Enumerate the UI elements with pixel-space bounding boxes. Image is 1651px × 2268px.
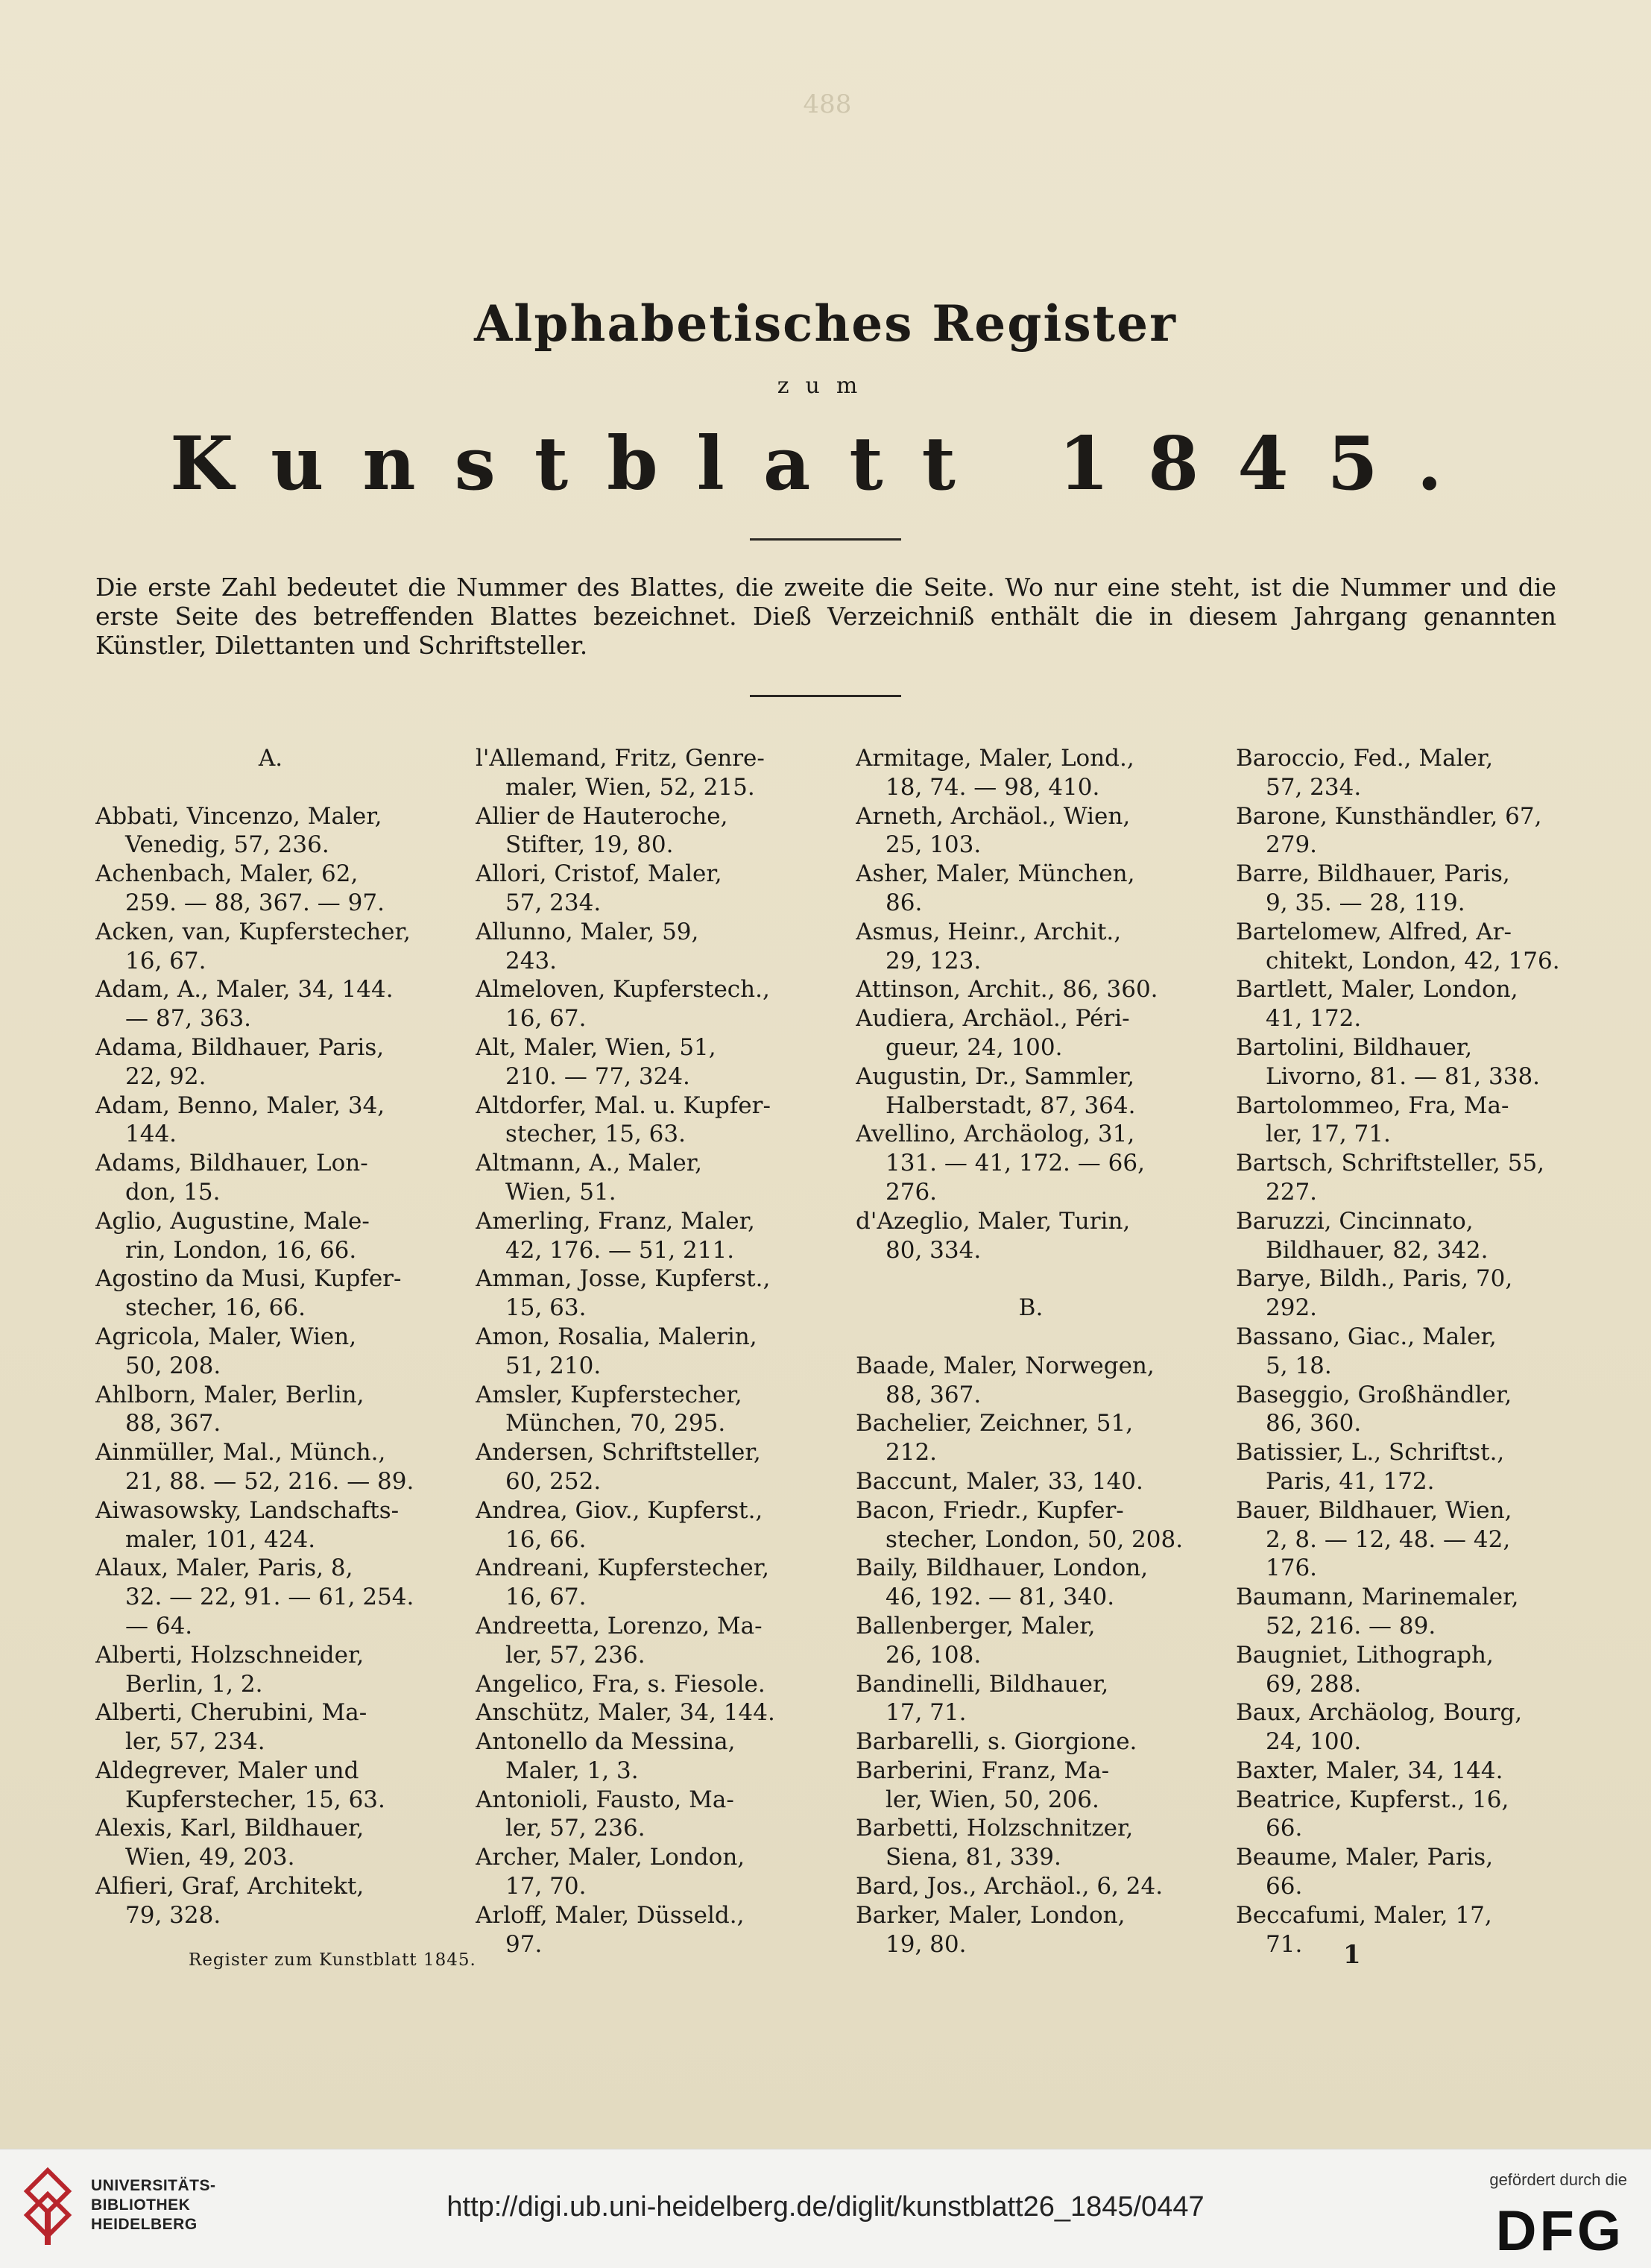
index-entry-line: 71.: [1266, 1930, 1303, 1958]
university-name-line: UNIVERSITÄTS-: [91, 2177, 216, 2194]
index-entry-line: 46, 192. — 81, 340.: [886, 1584, 1115, 1611]
index-column-3: [856, 744, 1206, 1959]
register-title: Alphabetisches Register: [474, 294, 1177, 353]
index-entry-line: rin, London, 16, 66.: [125, 1236, 357, 1264]
index-entry-line: Asher, Maler, München,: [856, 860, 1135, 888]
index-entry-line: Baade, Maler, Norwegen,: [856, 1352, 1155, 1379]
index-entry-line: 176.: [1266, 1554, 1318, 1582]
index-entry-line: — 64.: [125, 1612, 193, 1639]
funded-by-label: gefördert durch die: [1489, 2170, 1627, 2189]
index-entry-line: Adams, Bildhauer, Lon-: [95, 1150, 368, 1177]
index-entry-line: chitekt, London, 42, 176.: [1266, 947, 1560, 974]
index-entry-line: Beccafumi, Maler, 17,: [1236, 1901, 1492, 1929]
index-entry-line: Barre, Bildhauer, Paris,: [1236, 860, 1510, 888]
index-entry-line: ler, 57, 236.: [505, 1815, 645, 1842]
index-entry-line: Antonioli, Fausto, Ma-: [476, 1786, 734, 1813]
index-entry-line: Altmann, A., Maler,: [476, 1150, 702, 1177]
index-entry-line: 24, 100.: [1266, 1728, 1362, 1756]
index-entry-line: Kupferstecher, 15, 63.: [125, 1786, 385, 1813]
index-entry-line: Bandinelli, Bildhauer,: [856, 1670, 1109, 1698]
blank-line: [856, 1323, 1206, 1352]
index-entry-line: 2, 8. — 12, 48. — 42,: [1266, 1525, 1511, 1553]
index-entry-line: Barone, Kunsthändler, 67,: [1236, 802, 1542, 830]
index-entry-line: 86, 360.: [1266, 1410, 1362, 1437]
index-entry-line: 79, 328.: [125, 1901, 221, 1929]
index-entry-line: 5, 18.: [1266, 1352, 1332, 1379]
index-entry-line: 131. — 41, 172. — 66,: [886, 1150, 1145, 1177]
index-entry-line: Barbetti, Holzschnitzer,: [856, 1815, 1134, 1842]
index-entry-line: Adam, A., Maler, 34, 144.: [95, 976, 394, 1004]
index-entry-line: Bard, Jos., Archäol., 6, 24.: [856, 1873, 1164, 1900]
index-entry-line: Bartelomew, Alfred, Ar-: [1236, 918, 1512, 945]
index-entry-line: Allier de Hauteroche,: [476, 802, 728, 830]
index-column-4: [1236, 744, 1586, 1959]
index-entry-line: Bartolini, Bildhauer,: [1236, 1033, 1473, 1061]
index-entry-line: d'Azeglio, Maler, Turin,: [856, 1207, 1131, 1235]
index-entry-line: stecher, 15, 63.: [505, 1121, 686, 1148]
index-entry-line: Beatrice, Kupferst., 16,: [1236, 1786, 1509, 1813]
index-entry-line: Bauer, Bildhauer, Wien,: [1236, 1496, 1512, 1524]
index-entry-line: 57, 234.: [1266, 773, 1362, 801]
index-entry-line: maler, Wien, 52, 215.: [505, 773, 755, 801]
index-entry-line: Amerling, Franz, Maler,: [476, 1207, 755, 1235]
blank-line: [95, 773, 446, 802]
index-entry-line: stecher, London, 50, 208.: [886, 1525, 1184, 1553]
journal-title: Kunstblatt 1845.: [170, 421, 1481, 507]
blank-line: [856, 1264, 1206, 1294]
index-entry-line: Berlin, 1, 2.: [125, 1670, 263, 1698]
index-entry-line: Andreani, Kupferstecher,: [476, 1554, 770, 1582]
index-entry-line: 41, 172.: [1266, 1005, 1362, 1033]
index-entry-line: Andersen, Schriftsteller,: [476, 1439, 761, 1467]
index-entry-line: Barberini, Franz, Ma-: [856, 1757, 1110, 1784]
index-entry-line: Bachelier, Zeichner, 51,: [856, 1410, 1134, 1437]
letter-heading: B.: [1018, 1294, 1044, 1322]
index-entry-line: Audiera, Archäol., Péri-: [856, 1005, 1130, 1033]
index-entry-line: Livorno, 81. — 81, 338.: [1266, 1062, 1541, 1090]
index-entry-line: Andrea, Giov., Kupferst.,: [476, 1496, 763, 1524]
footer-sheet-number: 1: [1343, 1940, 1361, 1970]
title-connector: zum: [777, 373, 874, 399]
index-entry-line: Bartsch, Schriftsteller, 55,: [1236, 1150, 1545, 1177]
index-entry-line: 16, 66.: [505, 1525, 587, 1553]
index-entry-line: — 87, 363.: [125, 1005, 252, 1033]
index-entry-line: l'Allemand, Fritz, Genre-: [476, 745, 765, 772]
index-entry-line: 80, 334.: [886, 1236, 982, 1264]
index-entry-line: Batissier, L., Schriftst.,: [1236, 1439, 1505, 1467]
index-entry-line: 16, 67.: [505, 1005, 587, 1033]
index-entry-line: 16, 67.: [505, 1584, 587, 1611]
index-entry-line: ler, 17, 71.: [1266, 1121, 1391, 1148]
index-entry-line: 227.: [1266, 1178, 1318, 1206]
index-entry-line: 25, 103.: [886, 831, 982, 859]
index-column-2: [476, 744, 826, 1959]
index-entry-line: Baxter, Maler, 34, 144.: [1236, 1757, 1503, 1784]
index-entry-line: 16, 67.: [125, 947, 206, 974]
index-entry-line: 9, 35. — 28, 119.: [1266, 889, 1465, 916]
index-entry-line: Bartlett, Maler, London,: [1236, 976, 1518, 1004]
index-entry-line: Alexis, Karl, Bildhauer,: [95, 1815, 364, 1842]
index-entry-line: München, 70, 295.: [505, 1410, 726, 1437]
index-entry-line: 144.: [125, 1121, 177, 1148]
index-entry-line: 276.: [886, 1178, 938, 1206]
index-entry-line: 66.: [1266, 1873, 1303, 1900]
index-entry-line: Baux, Archäolog, Bourg,: [1236, 1699, 1523, 1727]
index-entry-line: Attinson, Archit., 86, 360.: [856, 976, 1158, 1004]
index-entry-line: Antonello da Messina,: [476, 1728, 736, 1756]
index-entry-line: Beaume, Maler, Paris,: [1236, 1844, 1494, 1871]
index-entry-line: 279.: [1266, 831, 1318, 859]
index-entry-line: 42, 176. — 51, 211.: [505, 1236, 735, 1264]
index-entry-line: Bassano, Giac., Maler,: [1236, 1323, 1497, 1350]
index-entry-line: Wien, 49, 203.: [125, 1844, 295, 1871]
index-entry-line: Wien, 51.: [505, 1178, 616, 1206]
index-entry-line: Allunno, Maler, 59,: [476, 918, 699, 945]
index-entry-line: Acken, van, Kupferstecher,: [95, 918, 411, 945]
index-entry-line: Angelico, Fra, s. Fiesole.: [476, 1670, 765, 1698]
index-entry-line: Almeloven, Kupferstech.,: [476, 976, 770, 1004]
index-entry-line: Agricola, Maler, Wien,: [95, 1323, 357, 1350]
index-entry-line: stecher, 16, 66.: [125, 1294, 306, 1322]
index-entry-line: Ballenberger, Maler,: [856, 1612, 1096, 1639]
index-entry-line: 17, 71.: [886, 1699, 967, 1727]
index-entry-line: Maler, 1, 3.: [505, 1757, 639, 1784]
footer-register-label: Register zum Kunstblatt 1845.: [189, 1950, 476, 1970]
letter-heading: A.: [258, 745, 283, 772]
index-entry-line: Barye, Bildh., Paris, 70,: [1236, 1265, 1513, 1293]
index-entry-line: ler, 57, 236.: [505, 1641, 645, 1669]
index-entry-line: Abbati, Vincenzo, Maler,: [95, 802, 382, 830]
index-entry-line: 88, 367.: [125, 1410, 221, 1437]
index-entry-line: Barbarelli, s. Giorgione.: [856, 1728, 1137, 1756]
index-entry-line: Altdorfer, Mal. u. Kupfer-: [476, 1092, 771, 1119]
index-entry-line: Alfieri, Graf, Architekt,: [95, 1873, 364, 1900]
index-entry-line: 52, 216. — 89.: [1266, 1612, 1436, 1639]
permalink-url[interactable]: http://digi.ub.uni-heidelberg.de/diglit/kunstblatt26_1845/0447: [446, 2191, 1205, 2223]
index-entry-line: don, 15.: [125, 1178, 221, 1206]
university-name-line: HEIDELBERG: [91, 2216, 198, 2233]
index-entry-line: Aldegrever, Maler und: [95, 1757, 359, 1784]
index-entry-line: 259. — 88, 367. — 97.: [125, 889, 385, 916]
index-entry-line: Bacon, Friedr., Kupfer-: [856, 1496, 1124, 1524]
index-entry-line: 97.: [505, 1930, 543, 1958]
index-entry-line: 18, 74. — 98, 410.: [886, 773, 1100, 801]
index-entry-line: Ainmüller, Mal., Münch.,: [95, 1439, 386, 1467]
index-entry-line: 22, 92.: [125, 1062, 206, 1090]
dfg-logo[interactable]: DFG: [1495, 2199, 1624, 2263]
index-entry-line: ler, 57, 234.: [125, 1728, 265, 1756]
index-entry-line: Baruzzi, Cincinnato,: [1236, 1207, 1474, 1235]
faint-page-number: 488: [803, 89, 852, 119]
index-entry-line: maler, 101, 424.: [125, 1525, 316, 1553]
index-entry-line: Venedig, 57, 236.: [125, 831, 329, 859]
index-entry-line: 212.: [886, 1439, 938, 1467]
index-entry-line: Baroccio, Fed., Maler,: [1236, 745, 1494, 772]
index-entry-line: 86.: [886, 889, 923, 916]
index-entry-line: Halberstadt, 87, 364.: [886, 1092, 1136, 1119]
index-entry-line: Siena, 81, 339.: [886, 1844, 1061, 1871]
index-entry-line: 50, 208.: [125, 1352, 221, 1379]
index-entry-line: Alaux, Maler, Paris, 8,: [95, 1554, 353, 1582]
index-entry-line: Bartolommeo, Fra, Ma-: [1236, 1092, 1509, 1119]
index-entry-line: 69, 288.: [1266, 1670, 1362, 1698]
index-entry-line: Anschütz, Maler, 34, 144.: [476, 1699, 775, 1727]
index-entry-line: Adama, Bildhauer, Paris,: [95, 1033, 385, 1061]
index-entry-line: Arneth, Archäol., Wien,: [856, 802, 1131, 830]
index-entry-line: Bildhauer, 82, 342.: [1266, 1236, 1489, 1264]
title-rule: [750, 538, 901, 541]
index-entry-line: 57, 234.: [505, 889, 602, 916]
index-entry-line: 292.: [1266, 1294, 1318, 1322]
index-entry-line: Paris, 41, 172.: [1266, 1467, 1435, 1495]
index-entry-line: Alberti, Holzschneider,: [95, 1641, 364, 1669]
index-entry-line: 29, 123.: [886, 947, 982, 974]
index-entry-line: Amon, Rosalia, Malerin,: [476, 1323, 757, 1350]
index-entry-line: 88, 367.: [886, 1381, 982, 1408]
index-entry-line: Baugniet, Lithograph,: [1236, 1641, 1494, 1669]
index-column-1: [95, 744, 446, 1930]
index-entry-line: 26, 108.: [886, 1641, 982, 1669]
intro-rule: [750, 695, 901, 697]
viewer-footer-bar: [0, 2149, 1651, 2268]
index-entry-line: Archer, Maler, London,: [476, 1844, 745, 1871]
index-entry-line: Barker, Maler, London,: [856, 1901, 1126, 1929]
index-entry-line: 17, 70.: [505, 1873, 587, 1900]
intro-paragraph: Die erste Zahl bedeutet die Nummer des Blattes, die zweite die Seite. Wo nur eine steht, ist die Nummer und die erste Seite des betreffenden Blattes bezeichnet. Dieß Verzeichniß enthält die in diesem Jahrgang genannten Künstler, Dilettanten und Schriftsteller.: [95, 573, 1556, 660]
university-name-line: BIBLIOTHEK: [91, 2196, 191, 2214]
index-entry-line: Andreetta, Lorenzo, Ma-: [476, 1612, 763, 1639]
index-entry-line: Adam, Benno, Maler, 34,: [95, 1092, 385, 1119]
index-entry-line: Armitage, Maler, Lond.,: [856, 745, 1134, 772]
index-entry-line: Amman, Josse, Kupferst.,: [476, 1265, 771, 1293]
index-entry-line: Amsler, Kupferstecher,: [476, 1381, 742, 1408]
index-entry-line: 19, 80.: [886, 1930, 967, 1958]
index-entry-line: Achenbach, Maler, 62,: [95, 860, 359, 888]
index-entry-line: 243.: [505, 947, 558, 974]
index-entry-line: Arloff, Maler, Düsseld.,: [476, 1901, 745, 1929]
index-entry-line: Asmus, Heinr., Archit.,: [856, 918, 1122, 945]
index-entry-line: 15, 63.: [505, 1294, 587, 1322]
index-entry-line: ler, Wien, 50, 206.: [886, 1786, 1099, 1813]
index-entry-line: Baccunt, Maler, 33, 140.: [856, 1467, 1143, 1495]
index-entry-line: Alberti, Cherubini, Ma-: [95, 1699, 367, 1727]
index-entry-line: Ahlborn, Maler, Berlin,: [95, 1381, 364, 1408]
index-entry-line: Aiwasowsky, Landschafts-: [95, 1496, 400, 1524]
index-entry-line: Baily, Bildhauer, London,: [856, 1554, 1149, 1582]
index-entry-line: Augustin, Dr., Sammler,: [856, 1062, 1134, 1090]
index-entry-line: 21, 88. — 52, 216. — 89.: [125, 1467, 414, 1495]
index-entry-line: Baseggio, Großhändler,: [1236, 1381, 1512, 1408]
index-entry-line: gueur, 24, 100.: [886, 1033, 1063, 1061]
index-entry-line: Stifter, 19, 80.: [505, 831, 674, 859]
index-entry-line: Agostino da Musi, Kupfer-: [95, 1265, 402, 1293]
index-entry-line: Avellino, Archäolog, 31,: [856, 1121, 1135, 1148]
index-entry-line: Allori, Cristof, Maler,: [476, 860, 722, 888]
index-entry-line: Aglio, Augustine, Male-: [95, 1207, 370, 1235]
index-entry-line: 210. — 77, 324.: [505, 1062, 690, 1090]
index-entry-line: Baumann, Marinemaler,: [1236, 1584, 1519, 1611]
index-entry-line: Alt, Maler, Wien, 51,: [476, 1033, 716, 1061]
index-entry-line: 51, 210.: [505, 1352, 602, 1379]
index-entry-line: 66.: [1266, 1815, 1303, 1842]
index-entry-line: 60, 252.: [505, 1467, 602, 1495]
index-entry-line: 32. — 22, 91. — 61, 254.: [125, 1584, 414, 1611]
